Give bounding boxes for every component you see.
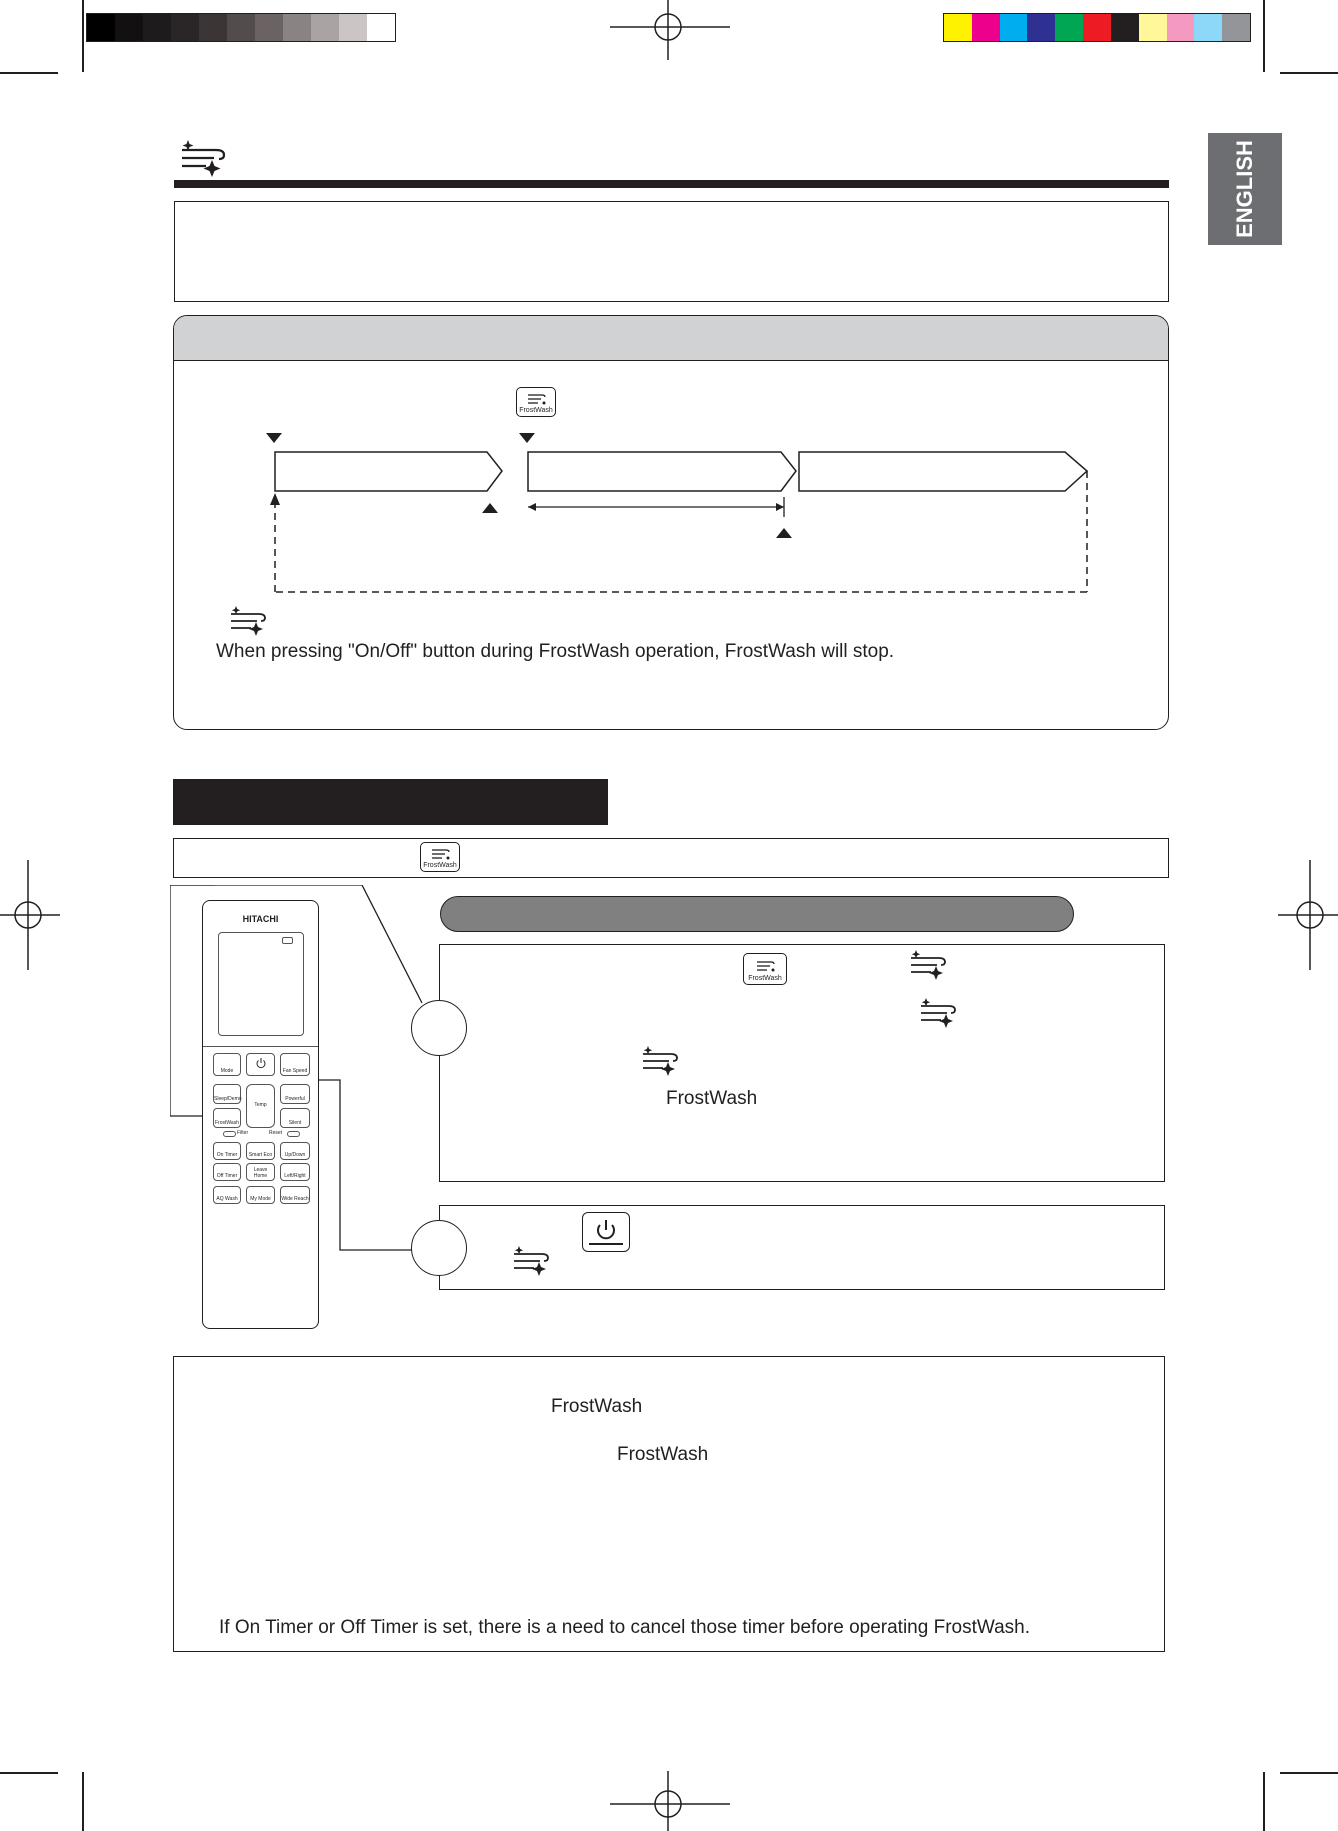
remote-mode-label: Mode: [220, 1068, 234, 1074]
remote-powerful-label: Powerful: [285, 1096, 305, 1102]
frostwash-button-icon: [420, 842, 460, 872]
remote-wide-reach-button[interactable]: [280, 1186, 310, 1204]
section-title-bar: [173, 779, 608, 825]
remote-wide-reach-label: Wide Reach: [281, 1196, 309, 1202]
remote-on-timer-label: On Timer: [216, 1152, 238, 1158]
frostwash-icon: [227, 604, 273, 636]
remote-temp-label: Temp: [254, 1102, 267, 1108]
remote-silent-button[interactable]: [280, 1108, 310, 1128]
remote-leave-home-button[interactable]: [246, 1163, 275, 1181]
crop-mark: [0, 72, 58, 74]
header-rule: [174, 180, 1169, 188]
remote-controller: [202, 900, 319, 1329]
remote-smart-eco-button[interactable]: [246, 1142, 275, 1160]
remote-reset-label: Reset: [269, 1130, 283, 1136]
remote-frostwash-button[interactable]: [213, 1108, 241, 1128]
remote-leave-home-label: Leave Home: [253, 1167, 268, 1179]
remote-temp-button[interactable]: [246, 1084, 275, 1128]
remote-reset-button[interactable]: [287, 1131, 300, 1137]
frostwash-icon: [510, 1244, 556, 1276]
remote-frostwash-label: FrostWash: [215, 1120, 239, 1126]
registration-mark-left: [0, 860, 60, 970]
note-timer: If On Timer or Off Timer is set, there is a need to cancel those timer before operating FrostWash.: [219, 1617, 1031, 1638]
remote-smart-eco-label: Smart Eco: [248, 1152, 273, 1158]
frostwash-icon: [639, 1044, 685, 1076]
remote-sleep-label: Sleep/Demo: [214, 1096, 242, 1102]
remote-aq-wash-label: AQ Wash: [216, 1196, 238, 1202]
note-frostwash-1: FrostWash: [551, 1396, 643, 1417]
registration-mark-top: [610, 0, 730, 60]
remote-left-right-label: Left/Right: [284, 1173, 306, 1179]
frostwash-button-label: FrostWash: [748, 975, 782, 982]
crop-mark: [1280, 1772, 1338, 1774]
remote-powerful-button[interactable]: [280, 1084, 310, 1104]
crop-mark: [82, 1772, 84, 1831]
remote-on-timer-button[interactable]: [213, 1142, 241, 1160]
operation-panel-header: [174, 316, 1168, 361]
registration-mark-bottom: [610, 1771, 730, 1831]
flow-stage-2: [528, 452, 796, 491]
frostwash-icon: [176, 136, 234, 178]
step-1-box: [439, 944, 1165, 1182]
remote-fan-speed-button[interactable]: [280, 1053, 310, 1076]
remote-my-mode-label: My Mode: [250, 1196, 271, 1202]
calibration-frame: [86, 13, 396, 42]
frostwash-button-icon: [516, 387, 556, 417]
remote-off-timer-label: Off Timer: [216, 1173, 238, 1179]
start-marker: [266, 433, 282, 443]
remote-silent-label: Silent: [288, 1120, 302, 1126]
flow-stage-3: [799, 452, 1087, 491]
crop-mark: [1263, 0, 1265, 72]
step-1-number: [411, 1000, 467, 1056]
remote-sleep-button[interactable]: [213, 1084, 241, 1104]
remote-brand: HITACHI: [242, 914, 279, 924]
frostwash-icon: [917, 996, 963, 1028]
remote-aq-wash-button[interactable]: [213, 1186, 241, 1204]
language-tab: [1208, 133, 1282, 245]
overview-box: [174, 201, 1169, 302]
frostwash-flow-diagram: [260, 425, 1100, 595]
remote-display-indicator: [282, 937, 293, 944]
language-label: ENGLISH: [1232, 140, 1257, 238]
step-2-number: [411, 1220, 467, 1276]
registration-mark-right: [1278, 860, 1338, 970]
remote-divider: [203, 1046, 318, 1047]
step-1-frostwash-text: FrostWash: [666, 1088, 758, 1109]
onoff-button-icon: [582, 1212, 630, 1252]
stage-2-start-marker: [519, 433, 535, 443]
crop-mark: [0, 1772, 58, 1774]
steps-title-pill: [440, 896, 1074, 932]
stop-note: When pressing "On/Off" button during FrostWash operation, FrostWash will stop.: [216, 641, 895, 662]
instruction-box: [173, 838, 1169, 878]
flow-stage-1: [275, 452, 502, 491]
remote-up-down-button[interactable]: [280, 1142, 310, 1160]
crop-mark: [1263, 1772, 1265, 1831]
notes-box: [173, 1356, 1165, 1652]
stage-2-end-marker: [776, 528, 792, 538]
remote-mode-button[interactable]: [213, 1053, 241, 1076]
frostwash-icon: [907, 948, 953, 980]
return-arrowhead: [270, 493, 280, 505]
frostwash-button-label: FrostWash: [519, 407, 553, 414]
remote-onoff-button[interactable]: [246, 1053, 275, 1076]
remote-my-mode-button[interactable]: [246, 1186, 275, 1204]
remote-filter-button[interactable]: [223, 1131, 236, 1137]
crop-mark: [1280, 72, 1338, 74]
remote-up-down-label: Up/Down: [284, 1152, 306, 1158]
remote-left-right-button[interactable]: [280, 1163, 310, 1181]
remote-off-timer-button[interactable]: [213, 1163, 241, 1181]
remote-filter-label: Filter: [237, 1130, 249, 1136]
calibration-frame: [943, 13, 1251, 42]
note-frostwash-2: FrostWash: [617, 1444, 709, 1465]
frostwash-button-icon: [743, 953, 787, 985]
remote-fan-speed-label: Fan Speed: [282, 1068, 308, 1074]
frostwash-button-label: FrostWash: [423, 862, 457, 869]
crop-mark: [82, 0, 84, 72]
remote-display: [218, 932, 304, 1036]
stage-1-end-marker: [482, 503, 498, 513]
